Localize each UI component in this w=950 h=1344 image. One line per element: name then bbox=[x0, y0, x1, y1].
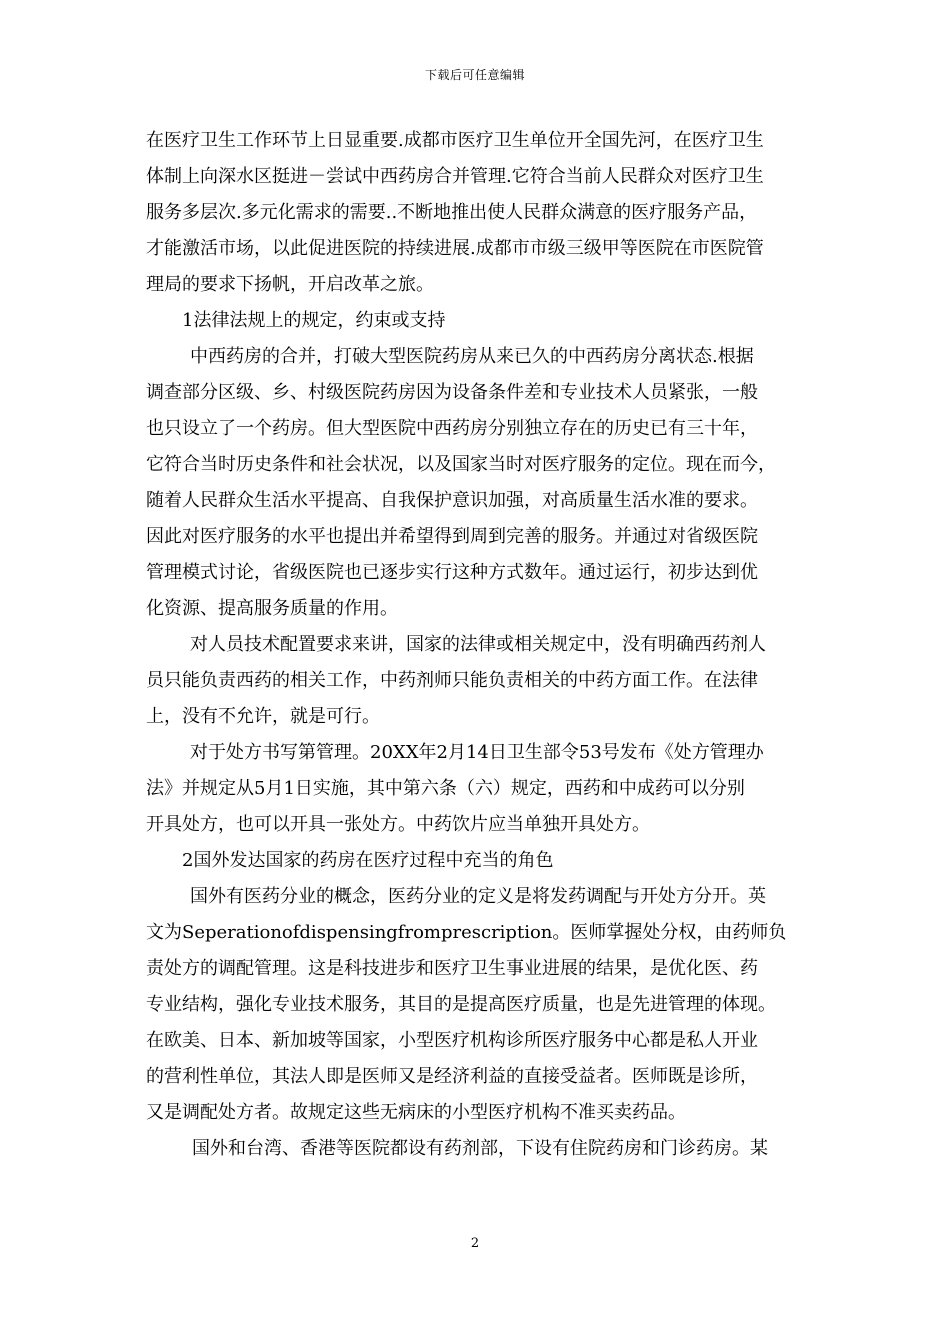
text-line: 专业结构，强化专业技术服务，其目的是提高医疗质量，也是先进管理的体现。 bbox=[146, 994, 776, 1015]
text-line: 理局的要求下扬帆，开启改革之旅。 bbox=[146, 274, 434, 295]
text-line: 对于处方书写第管理。20XX年2月14日卫生部令53号发布《处方管理办 bbox=[190, 742, 764, 763]
text-line: 开具处方，也可以开具一张处方。中药饮片应当单独开具处方。 bbox=[146, 814, 650, 835]
page-number: 2 bbox=[470, 1236, 480, 1251]
text-line: 在欧美、日本、新加坡等国家，小型医疗机构诊所医疗服务中心都是私人开业 bbox=[146, 1030, 758, 1051]
text-line: 调查部分区级、乡、村级医院药房因为设备条件差和专业技术人员紧张，一般 bbox=[146, 382, 758, 403]
text-line: 又是调配处方者。故规定这些无病床的小型医疗机构不准买卖药品。 bbox=[146, 1102, 686, 1123]
text-line: 责处方的调配管理。这是科技进步和医疗卫生事业进展的结果，是优化医、药 bbox=[146, 958, 758, 979]
section-heading-2: 2国外发达国家的药房在医疗过程中充当的角色 bbox=[182, 850, 554, 871]
text-line: 随着人民群众生活水平提高、自我保护意识加强，对高质量生活水准的要求。 bbox=[146, 490, 758, 511]
text-line: 管理模式讨论，省级医院也已逐步实行这种方式数年。通过运行，初步达到优 bbox=[146, 562, 758, 583]
text-line: 对人员技术配置要求来讲，国家的法律或相关规定中，没有明确西药剂人 bbox=[190, 634, 766, 655]
text-line: 才能激活市场，以此促进医院的持续进展.成都市市级三级甲等医院在市医院管 bbox=[146, 238, 764, 259]
text-line: 文为Seperationofdispensingfromprescription。医师掌握处分权，由药师负 bbox=[146, 922, 787, 943]
page-header: 下载后可任意编辑 bbox=[424, 68, 525, 82]
text-line: 体制上向深水区挺进－尝试中西药房合并管理.它符合当前人民群众对医疗卫生 bbox=[146, 166, 764, 187]
section-heading-1: 1法律法规上的规定，约束或支持 bbox=[182, 310, 446, 331]
text-line: 上，没有不允许，就是可行。 bbox=[146, 706, 380, 727]
text-line: 国外有医药分业的概念，医药分业的定义是将发药调配与开处方分开。英 bbox=[190, 886, 766, 907]
text-line: 员只能负责西药的相关工作，中药剂师只能负责相关的中药方面工作。在法律 bbox=[146, 670, 758, 691]
body-text bbox=[146, 123, 810, 1167]
text-line: 因此对医疗服务的水平也提出并希望得到周到完善的服务。并通过对省级医院 bbox=[146, 526, 758, 547]
text-line: 中西药房的合并，打破大型医院药房从来已久的中西药房分离状态.根据 bbox=[190, 346, 754, 367]
text-line: 服务多层次.多元化需求的需要..不断地推出使人民群众满意的医疗服务产品， bbox=[146, 202, 758, 223]
text-line: 法》并规定从5月1日实施，其中第六条（六）规定，西药和中成药可以分别 bbox=[146, 778, 745, 799]
text-line: 在医疗卫生工作环节上日显重要.成都市医疗卫生单位开全国先河，在医疗卫生 bbox=[146, 130, 764, 151]
text-line: 化资源、提高服务质量的作用。 bbox=[146, 598, 398, 619]
text-line: 它符合当时历史条件和社会状况，以及国家当时对医疗服务的定位。现在而今， bbox=[146, 454, 776, 475]
text-line: 的营利性单位，其法人即是医师又是经济利益的直接受益者。医师既是诊所， bbox=[146, 1066, 758, 1087]
text-line: 也只设立了一个药房。但大型医院中西药房分别独立存在的历史已有三十年， bbox=[146, 418, 758, 439]
text-line: 国外和台湾、香港等医院都设有药剂部，下设有住院药房和门诊药房。某 bbox=[192, 1138, 768, 1159]
